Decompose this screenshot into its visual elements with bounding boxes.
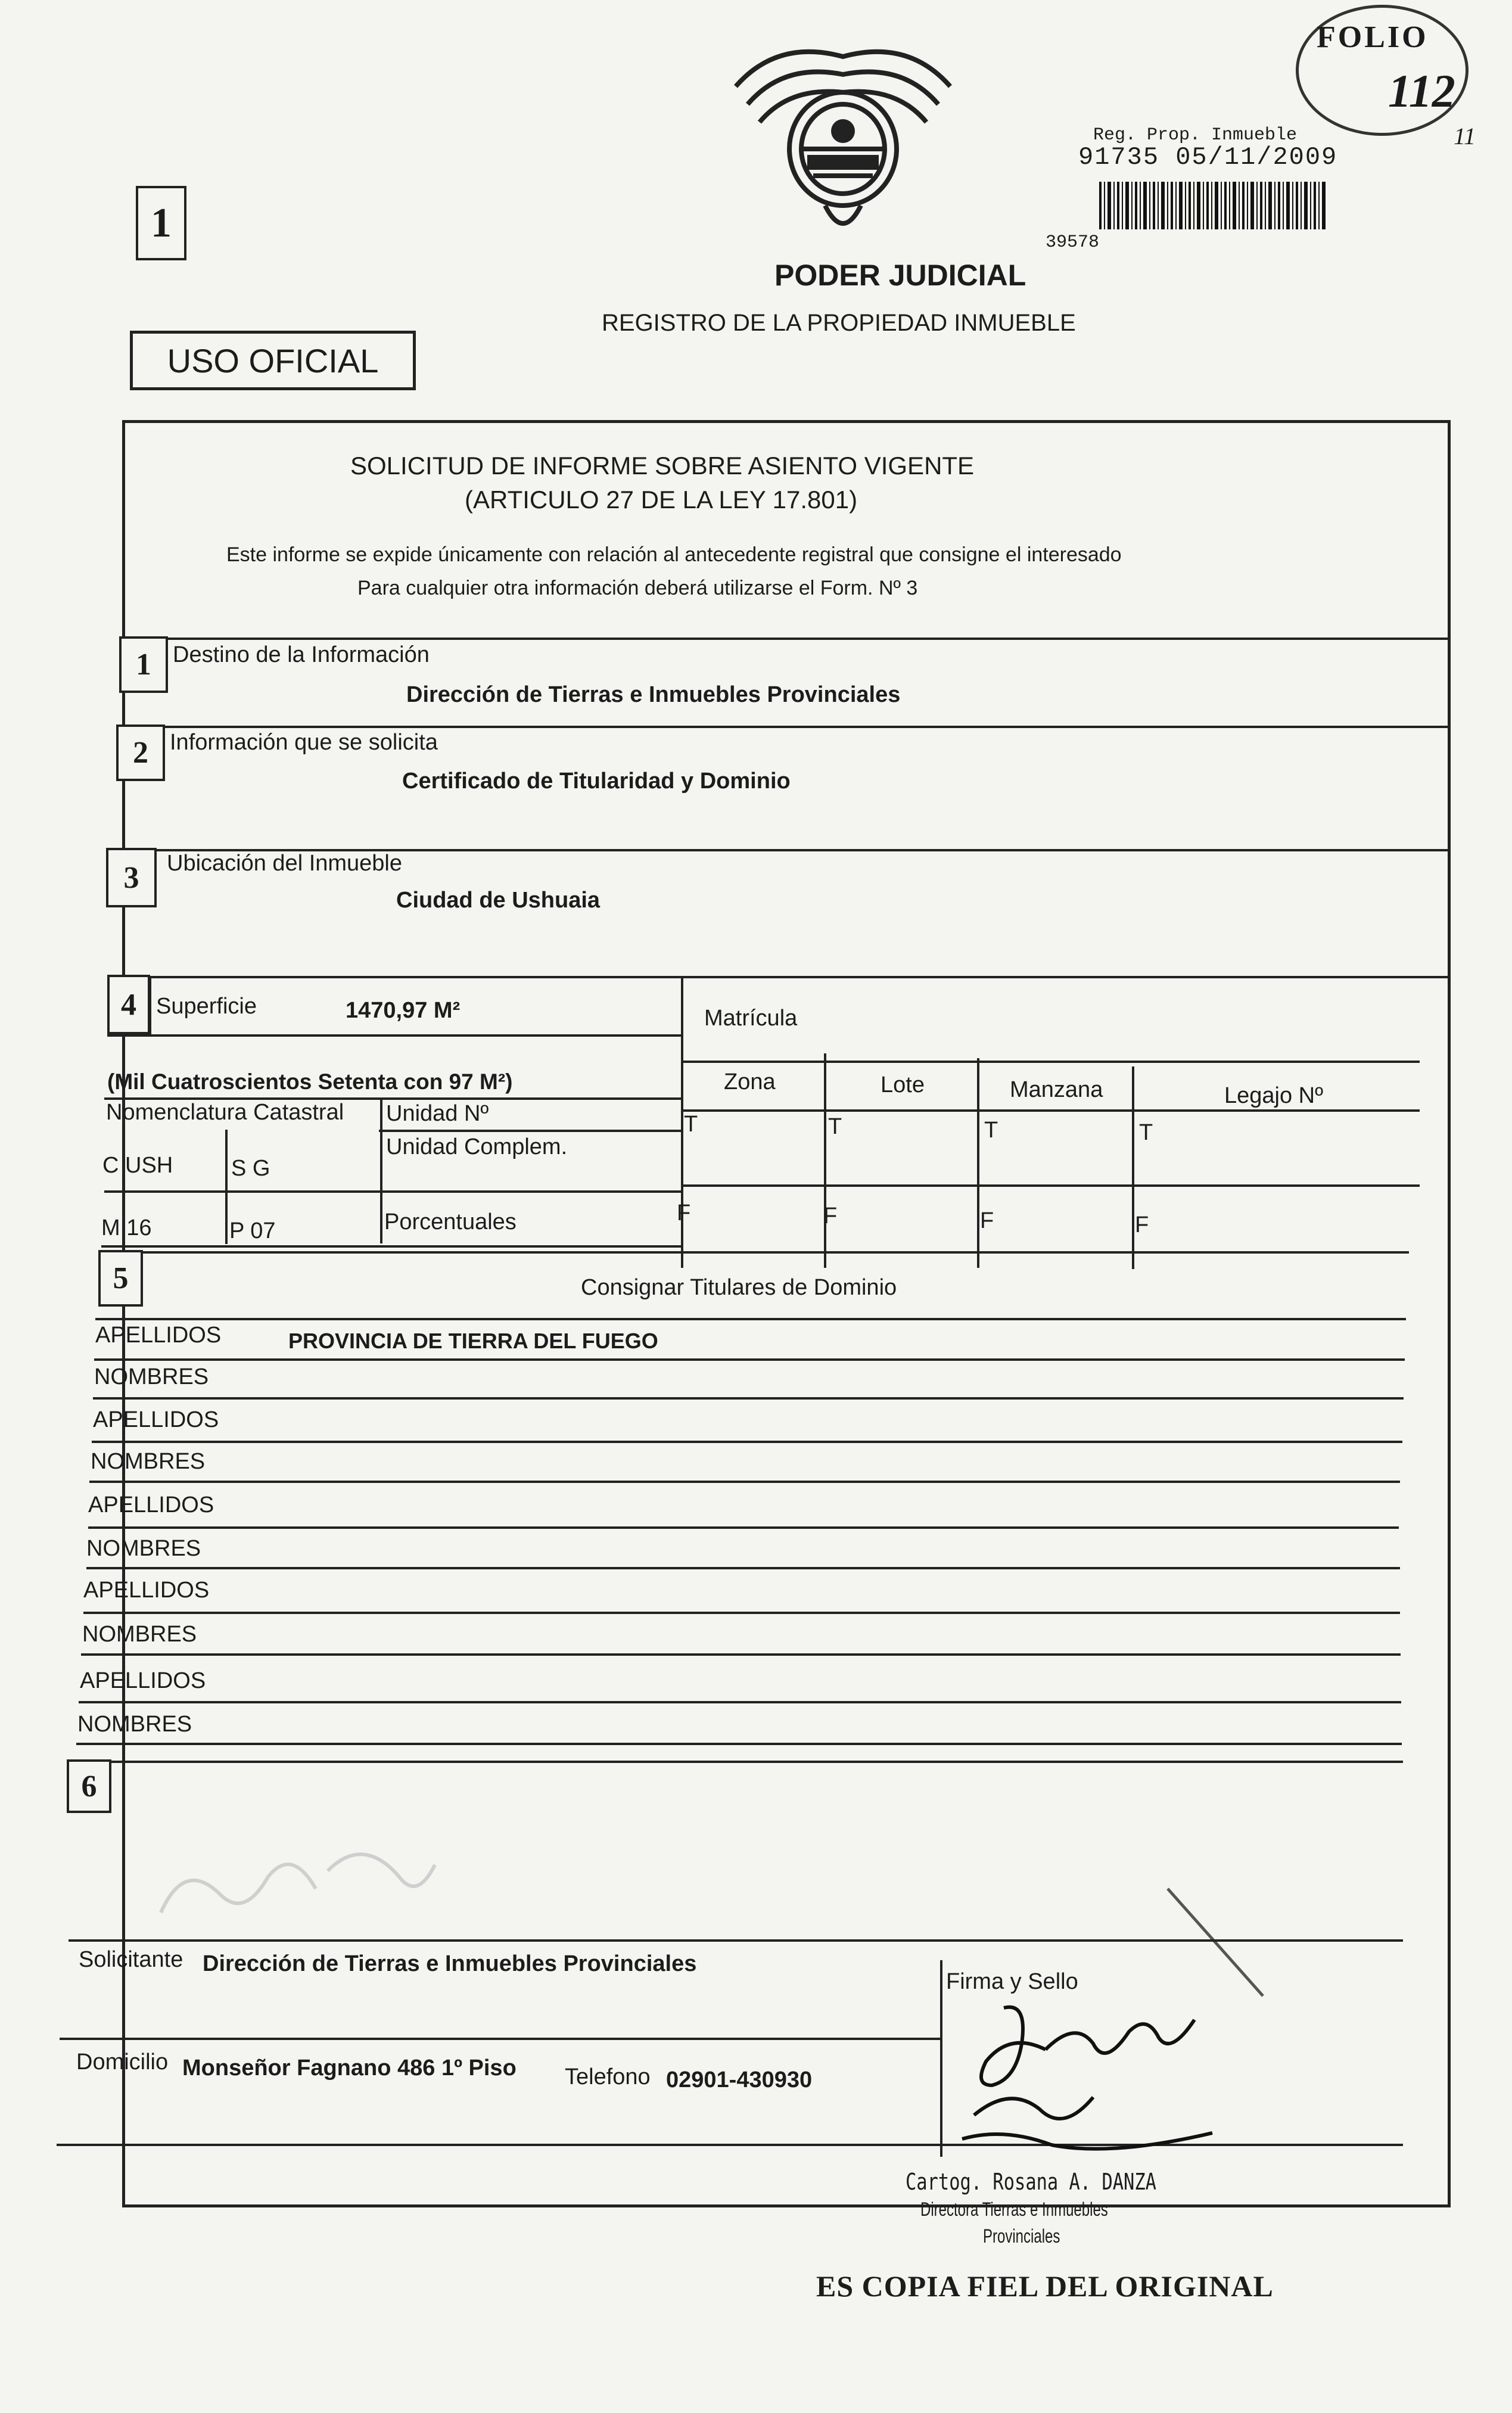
catastral-m-value: M 16 [101, 1215, 152, 1240]
diagonal-line-icon [1162, 1883, 1269, 2002]
section-2-label: Información que se solicita [170, 730, 438, 755]
apellidos-2-label: APELLIDOS [93, 1407, 219, 1432]
legajo-f: F [1135, 1212, 1149, 1237]
matricula-label: Matrícula [704, 1006, 798, 1031]
catastral-p-value: P 07 [229, 1218, 276, 1243]
superficie-value: 1470,97 M² [346, 998, 461, 1023]
catastral-s-value: S G [231, 1156, 270, 1181]
manzana-f: F [980, 1208, 994, 1233]
zona-t: T [684, 1112, 698, 1137]
section-1-label: Destino de la Información [173, 642, 430, 667]
nombres-5-label: NOMBRES [77, 1712, 192, 1737]
folio-stamp [1296, 5, 1469, 136]
stamp-title-1: Directora Tierras e Inmuebles [920, 2199, 1108, 2220]
col-zona: Zona [724, 1069, 776, 1094]
corner-mark: 11 [1454, 123, 1476, 150]
unidad-complem-label: Unidad Complem. [386, 1134, 568, 1159]
handwriting-ghost-icon [149, 1823, 447, 1954]
superficie-words: (Mil Cuatroscientos Setenta con 97 M²) [107, 1069, 513, 1094]
lote-t: T [828, 1114, 842, 1139]
porcentuales-label: Porcentuales [384, 1209, 517, 1235]
superficie-label: Superficie [156, 994, 257, 1019]
barcode-number: 39578 [1046, 232, 1100, 253]
signature-icon [956, 1996, 1224, 2163]
uso-oficial-label: USO OFICIAL [167, 341, 379, 380]
section-1-number: 1 [119, 636, 168, 693]
titulares-heading: Consignar Titulares de Dominio [581, 1275, 897, 1300]
copy-note: ES COPIA FIEL DEL ORIGINAL [816, 2269, 1274, 2303]
folio-label: FOLIO [1317, 20, 1429, 54]
reg-label: Reg. Prop. Inmueble [1093, 125, 1298, 145]
uso-oficial-box [130, 331, 416, 390]
folio-number: 112 [1388, 65, 1455, 117]
coat-of-arms-icon [724, 33, 962, 247]
page-number: 1 [136, 186, 186, 260]
telefono-value: 02901-430930 [666, 2067, 813, 2092]
barcode-icon [1099, 182, 1326, 229]
domicilio-label: Domicilio [76, 2050, 169, 2075]
reg-number-date: 91735 05/11/2009 [1078, 143, 1338, 172]
form-subtitle: (ARTICULO 27 DE LA LEY 17.801) [465, 486, 858, 514]
solicitante-label: Solicitante [79, 1947, 183, 1972]
legajo-t: T [1139, 1120, 1153, 1145]
apellidos-1-label: APELLIDOS [95, 1323, 222, 1348]
section-4-number: 4 [107, 975, 150, 1034]
telefono-label: Telefono [565, 2064, 651, 2089]
section-5-number: 5 [98, 1250, 143, 1307]
section-2-value: Certificado de Titularidad y Dominio [402, 769, 791, 794]
institution-title: PODER JUDICIAL [774, 259, 1026, 292]
section-6-number: 6 [67, 1759, 111, 1813]
stamp-name: Cartog. Rosana A. DANZA [906, 2169, 1156, 2195]
zona-f: F [677, 1201, 691, 1226]
section-3-value: Ciudad de Ushuaia [396, 888, 601, 913]
section-1-value: Dirección de Tierras e Inmuebles Provinciales [406, 682, 901, 707]
nombres-1-label: NOMBRES [94, 1364, 209, 1389]
apellidos-1-value: PROVINCIA DE TIERRA DEL FUEGO [288, 1329, 658, 1353]
nombres-2-label: NOMBRES [91, 1449, 206, 1474]
stamp-title-2: Provinciales [983, 2225, 1060, 2247]
apellidos-4-label: APELLIDOS [83, 1578, 210, 1603]
manzana-t: T [984, 1118, 998, 1143]
lote-f: F [823, 1204, 838, 1229]
col-legajo: Legajo Nº [1224, 1083, 1323, 1108]
solicitante-value: Dirección de Tierras e Inmuebles Provinciales [203, 1951, 697, 1976]
form-note-1: Este informe se expide únicamente con relación al antecedente registral que consigne el interesado [226, 543, 1122, 566]
firma-label: Firma y Sello [946, 1969, 1078, 1994]
nombres-3-label: NOMBRES [86, 1536, 201, 1561]
apellidos-5-label: APELLIDOS [80, 1668, 206, 1693]
form-title: SOLICITUD DE INFORME SOBRE ASIENTO VIGENTE [350, 452, 975, 480]
catastral-c-value: C USH [102, 1153, 173, 1178]
section-3-number: 3 [106, 848, 157, 907]
apellidos-3-label: APELLIDOS [88, 1492, 214, 1518]
col-manzana: Manzana [1010, 1077, 1103, 1102]
registry-title: REGISTRO DE LA PROPIEDAD INMUEBLE [602, 310, 1076, 336]
domicilio-value: Monseñor Fagnano 486 1º Piso [182, 2056, 517, 2081]
section-3-label: Ubicación del Inmueble [167, 851, 403, 876]
col-lote: Lote [881, 1072, 925, 1097]
nombres-4-label: NOMBRES [82, 1622, 197, 1647]
nomenclatura-label: Nomenclatura Catastral [106, 1100, 344, 1125]
form-note-2: Para cualquier otra información deberá utilizarse el Form. Nº 3 [357, 577, 918, 599]
unidad-label: Unidad Nº [386, 1101, 489, 1126]
section-2-number: 2 [116, 724, 165, 781]
